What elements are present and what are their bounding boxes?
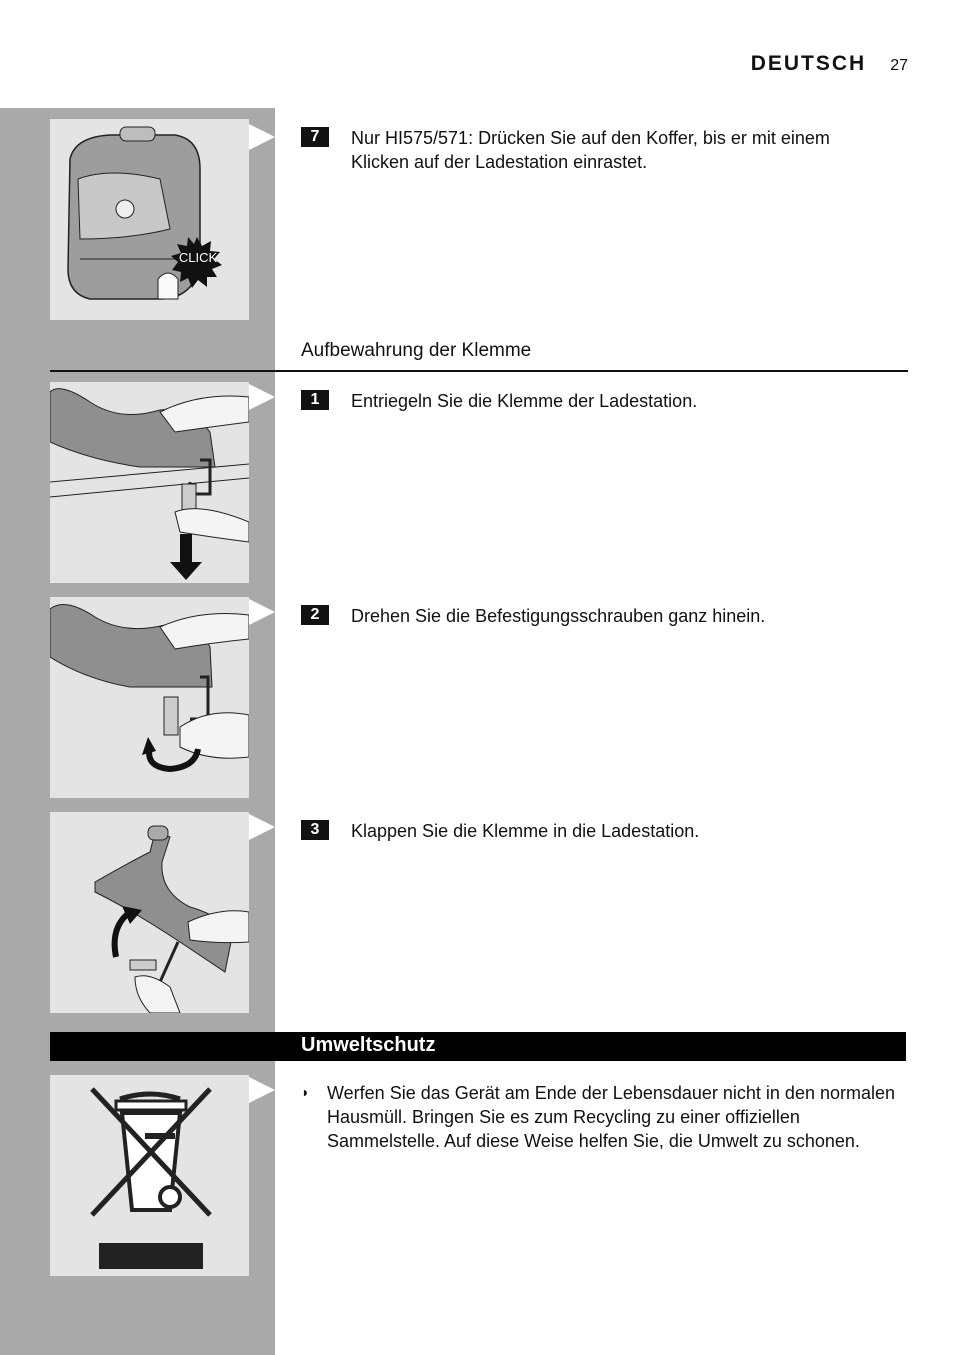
crossed-bin-icon (50, 1075, 249, 1276)
step-number: 7 (301, 127, 329, 147)
step-number: 3 (301, 820, 329, 840)
step-2 (301, 604, 891, 628)
screw-tighten-drawing (50, 597, 249, 798)
clamp-fold-drawing (50, 812, 249, 1013)
case-station-drawing (50, 119, 249, 320)
illustration-weee-symbol (50, 1075, 249, 1276)
step-number: 2 (301, 605, 329, 625)
section-title-klemme: Aufbewahrung der Klemme (301, 340, 532, 361)
page-header (751, 52, 908, 76)
illustration-case-click (50, 119, 249, 320)
step-number: 1 (301, 390, 329, 410)
section-divider (50, 370, 908, 372)
illustration-tighten-screws (50, 597, 249, 798)
step-7 (301, 126, 891, 174)
pointer-arrow (249, 124, 275, 150)
pointer-arrow (249, 384, 275, 410)
step-text: Entriegeln Sie die Klemme der Ladestation. (351, 391, 698, 411)
step-3 (301, 819, 891, 843)
illustration-unlock-clamp (50, 382, 249, 583)
umweltschutz-text: Werfen Sie das Gerät am Ende der Lebensdauer nicht in den normalen Hausmüll. Bringen Sie es zum Recycling zu einer offiziellen Sammelstelle. Auf diese Weise helfen Sie, die Umwelt zu schonen. (327, 1083, 896, 1151)
step-text: Nur HI575/571: Drücken Sie auf den Koffer, bis er mit einem Klicken auf der Ladestation einrastet. (351, 128, 830, 172)
down-arrow-icon (170, 534, 202, 580)
umweltschutz-band (50, 1032, 906, 1061)
illustration-fold-clamp (50, 812, 249, 1013)
umweltschutz-bullet (301, 1081, 907, 1153)
step-1 (301, 389, 891, 413)
language-label: DEUTSCH (750, 52, 867, 75)
step-text: Drehen Sie die Befestigungsschrauben ganz hinein. (351, 606, 766, 626)
step-text: Klappen Sie die Klemme in die Ladestation. (351, 821, 700, 841)
page-number: 27 (890, 57, 908, 74)
clamp-unlock-drawing (50, 382, 249, 583)
click-label: CLICK (178, 250, 218, 265)
pointer-arrow (249, 1077, 275, 1103)
pointer-arrow (249, 599, 275, 625)
section-title-umweltschutz: Umweltschutz (301, 1034, 436, 1056)
pointer-arrow (249, 814, 275, 840)
triangle-bullet-icon: ◗ (301, 1084, 310, 1100)
